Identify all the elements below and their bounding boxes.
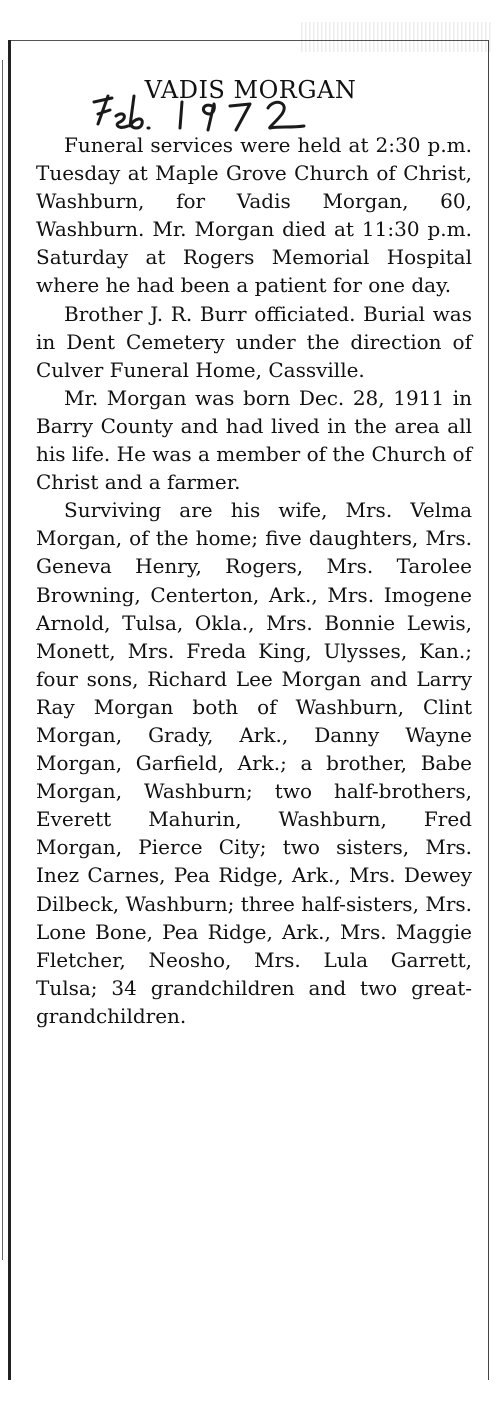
column-rule-left	[8, 40, 11, 1380]
paragraph-survivors: Surviving are his wife, Mrs. Velma Morgan, of the home; five daughters, Mrs. Geneva Henry, Rogers, Mrs. Tarolee Browning, Centerton, Ark., Mrs. Imogene Arnold, Tulsa, Okla., Mrs. Bonnie Lewis, Monett, Mrs. Freda King, Ulysses, Kan.; four sons, Richard Lee Morgan and Larry Ray Morgan both of Washburn, Clint Morgan, Grady, Ark., Danny Wayne Morgan, Garfield, Ark.; a brother, Babe Morgan, Washburn; two half-brothers, Everett Mahurin, Washburn, Fred Morgan, Pierce City; two sisters, Mrs. Inez Carnes, Pea Ridge, Ark., Mrs. Dewey Dilbeck, Washburn; three half-sisters, Mrs. Lone Bone, Pea Ridge, Ark., Mrs. Maggie Fletcher, Neosho, Mrs. Lula Garrett, Tulsa; 34 grandchildren and two great-grandchildren.	[36, 498, 472, 1028]
paragraph-biography: Mr. Morgan was born Dec. 28, 1911 in Barry County and had lived in the area all his life. He was a member of the Church of Christ and a farmer.	[36, 385, 472, 495]
paragraph-funeral-services: Funeral services were held at 2:30 p.m. Tuesday at Maple Grove Church of Christ, Washburn, for Vadis Morgan, 60, Washburn. Mr. Morgan died at 11:30 p.m. Saturday at Rogers Memorial Hospital where he had been a patient for one day.	[36, 133, 472, 298]
obituary-body	[36, 131, 472, 1030]
obituary-headline: VADIS MORGAN	[144, 76, 357, 104]
paragraph-officiant-burial: Brother J. R. Burr officiated. Burial was in Dent Cemetery under the direction of Culver Funeral Home, Cassville.	[36, 301, 472, 382]
column-rule-right	[488, 40, 489, 1380]
column-rule-outer	[2, 60, 3, 1260]
print-speckle	[301, 22, 491, 52]
